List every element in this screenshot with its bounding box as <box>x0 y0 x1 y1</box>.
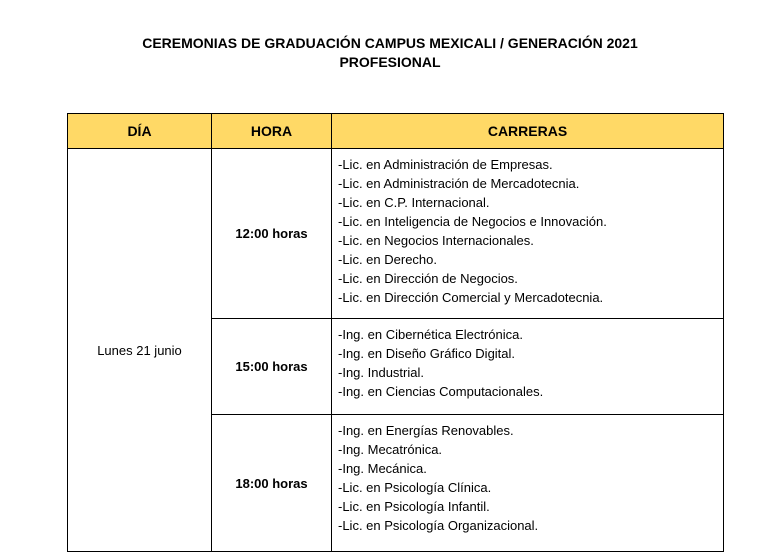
document-title: CEREMONIAS DE GRADUACIÓN CAMPUS MEXICALI / GENERACIÓN 2021 <box>142 35 638 51</box>
time-cell: 18:00 horas <box>212 415 332 552</box>
career-item: -Ing. Mecánica. <box>338 461 427 476</box>
career-item: -Ing. Industrial. <box>338 365 424 380</box>
careers-cell <box>332 319 724 415</box>
table-row <box>68 149 724 319</box>
career-item: -Lic. en Dirección de Negocios. <box>338 271 518 286</box>
career-item: -Lic. en Inteligencia de Negocios e Innovación. <box>338 214 607 229</box>
career-item: -Lic. en Psicología Clínica. <box>338 480 492 495</box>
day-cell: Lunes 21 junio <box>68 149 212 552</box>
header-hora: HORA <box>212 114 332 149</box>
career-item: -Lic. en Psicología Organizacional. <box>338 518 539 533</box>
career-item: -Ing. en Cibernética Electrónica. <box>338 327 523 342</box>
career-item: -Lic. en Psicología Infantil. <box>338 499 490 514</box>
career-item: -Ing. en Energías Renovables. <box>338 423 514 438</box>
header-dia: DÍA <box>68 114 212 149</box>
career-item: -Lic. en Administración de Empresas. <box>338 157 553 172</box>
career-item: -Lic. en Dirección Comercial y Mercadotecnia. <box>338 290 604 305</box>
schedule-table <box>67 113 724 552</box>
career-item: -Lic. en Administración de Mercadotecnia. <box>338 176 580 191</box>
header-carreras: CARRERAS <box>332 114 724 149</box>
document-subtitle: PROFESIONAL <box>339 54 441 70</box>
time-cell: 15:00 horas <box>212 319 332 415</box>
career-item: -Ing. en Ciencias Computacionales. <box>338 384 544 399</box>
career-item: -Lic. en Negocios Internacionales. <box>338 233 534 248</box>
career-item: -Ing. Mecatrónica. <box>338 442 443 457</box>
time-cell: 12:00 horas <box>212 149 332 319</box>
career-item: -Ing. en Diseño Gráfico Digital. <box>338 346 516 361</box>
careers-cell <box>332 149 724 319</box>
career-item: -Lic. en Derecho. <box>338 252 437 267</box>
career-item: -Lic. en C.P. Internacional. <box>338 195 490 210</box>
header-row <box>68 114 724 149</box>
careers-cell <box>332 415 724 552</box>
